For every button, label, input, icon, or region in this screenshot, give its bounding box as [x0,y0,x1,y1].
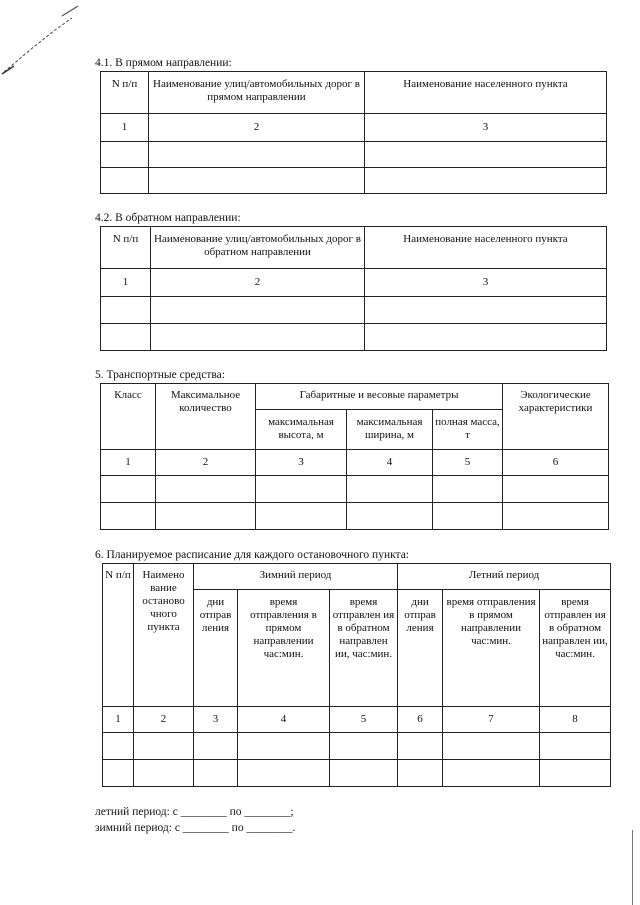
table-cell[interactable] [443,733,540,760]
col-number: 4 [238,707,330,733]
header-gross-mass: полная масса, т [433,410,503,450]
header-settlement: Наименование населенного пункта [365,72,607,114]
table-row [101,297,607,324]
header-class: Класс [101,384,156,450]
table-cell[interactable] [101,297,151,324]
header-summer-days: дни отправ ления [398,590,443,707]
header-settlement: Наименование населенного пункта [365,227,607,269]
table-cell[interactable] [149,168,365,194]
col-number: 1 [101,450,156,476]
header-streets: Наименование улиц/автомобильных дорог в обратном направлении [151,227,365,269]
section-5-heading: 5. Транспортные средства: [95,369,225,381]
col-number: 2 [156,450,256,476]
table-cell[interactable] [256,476,347,503]
table-cell[interactable] [101,142,149,168]
forward-route-table [100,71,607,194]
table-cell[interactable] [398,760,443,787]
table-cell[interactable] [503,503,609,530]
col-number: 3 [365,114,607,142]
header-max-width: максимальная ширина, м [347,410,433,450]
table-cell[interactable] [149,142,365,168]
table-cell[interactable] [540,760,611,787]
col-number: 3 [365,269,607,297]
table-row [101,142,607,168]
table-cell[interactable] [330,733,398,760]
schedule-table [102,563,611,787]
table-cell[interactable] [256,503,347,530]
table-row [101,324,607,351]
col-number: 6 [398,707,443,733]
col-number: 2 [151,269,365,297]
col-number: 6 [503,450,609,476]
table-row [103,760,611,787]
table-cell[interactable] [433,503,503,530]
table-cell[interactable] [156,503,256,530]
header-n: N п/п [103,564,134,707]
col-number: 7 [443,707,540,733]
col-number: 3 [194,707,238,733]
table-cell[interactable] [347,476,433,503]
header-summer-period: Летний период [398,564,611,590]
col-number: 5 [330,707,398,733]
section-6-heading: 6. Планируемое расписание для каждого остановочного пункта: [95,549,410,561]
header-summer-backward: время отправлен ия в обратном направлен ии, час:мин. [540,590,611,707]
table-cell[interactable] [347,503,433,530]
header-max-height: максимальная высота, м [256,410,347,450]
table-cell[interactable] [156,476,256,503]
header-eco: Экологические характеристики [503,384,609,450]
table-cell[interactable] [330,760,398,787]
col-number: 1 [101,269,151,297]
header-n: N п/п [101,72,149,114]
backward-route-table [100,226,607,351]
table-cell[interactable] [238,760,330,787]
scan-mark [0,0,90,80]
table-cell[interactable] [134,760,194,787]
table-cell[interactable] [433,476,503,503]
header-dimensions-group: Габаритные и весовые параметры [256,384,503,410]
col-number: 2 [134,707,194,733]
header-n: N п/п [101,227,151,269]
table-cell[interactable] [103,760,134,787]
table-cell[interactable] [101,324,151,351]
header-winter-period: Зимний период [194,564,398,590]
header-stop-name: Наимено вание останово чного пункта [134,564,194,707]
header-summer-forward: время отправления в прямом направлении час:мин. [443,590,540,707]
header-streets: Наименование улиц/автомобильных дорог в прямом направлении [149,72,365,114]
winter-period-line: зимний период: с ________ по ________. [95,822,296,834]
table-cell[interactable] [365,142,607,168]
table-cell[interactable] [194,760,238,787]
table-cell[interactable] [398,733,443,760]
table-cell[interactable] [365,297,607,324]
col-number: 4 [347,450,433,476]
summer-period-line: летний период: с ________ по ________; [95,806,294,818]
col-number: 1 [101,114,149,142]
table-cell[interactable] [365,324,607,351]
scan-edge-mark [632,830,633,905]
table-cell[interactable] [134,733,194,760]
header-winter-forward: время отправления в прямом направлении час:мин. [238,590,330,707]
table-cell[interactable] [101,168,149,194]
header-winter-days: дни отправ ления [194,590,238,707]
section-4-2-heading: 4.2. В обратном направлении: [95,212,241,224]
table-cell[interactable] [503,476,609,503]
table-row [101,476,609,503]
table-cell[interactable] [365,168,607,194]
header-winter-backward: время отправлен ия в обратном направлен ии, час:мин. [330,590,398,707]
table-cell[interactable] [151,324,365,351]
table-cell[interactable] [194,733,238,760]
table-cell[interactable] [443,760,540,787]
col-number: 2 [149,114,365,142]
vehicles-table [100,383,609,530]
section-4-1-heading: 4.1. В прямом направлении: [95,57,232,69]
col-number: 3 [256,450,347,476]
table-cell[interactable] [238,733,330,760]
table-cell[interactable] [540,733,611,760]
table-cell[interactable] [151,297,365,324]
table-cell[interactable] [101,476,156,503]
col-number: 8 [540,707,611,733]
table-row [101,503,609,530]
header-max-quantity: Максимальное количество [156,384,256,450]
table-cell[interactable] [103,733,134,760]
table-cell[interactable] [101,503,156,530]
col-number: 5 [433,450,503,476]
table-row [103,733,611,760]
col-number: 1 [103,707,134,733]
table-row [101,168,607,194]
